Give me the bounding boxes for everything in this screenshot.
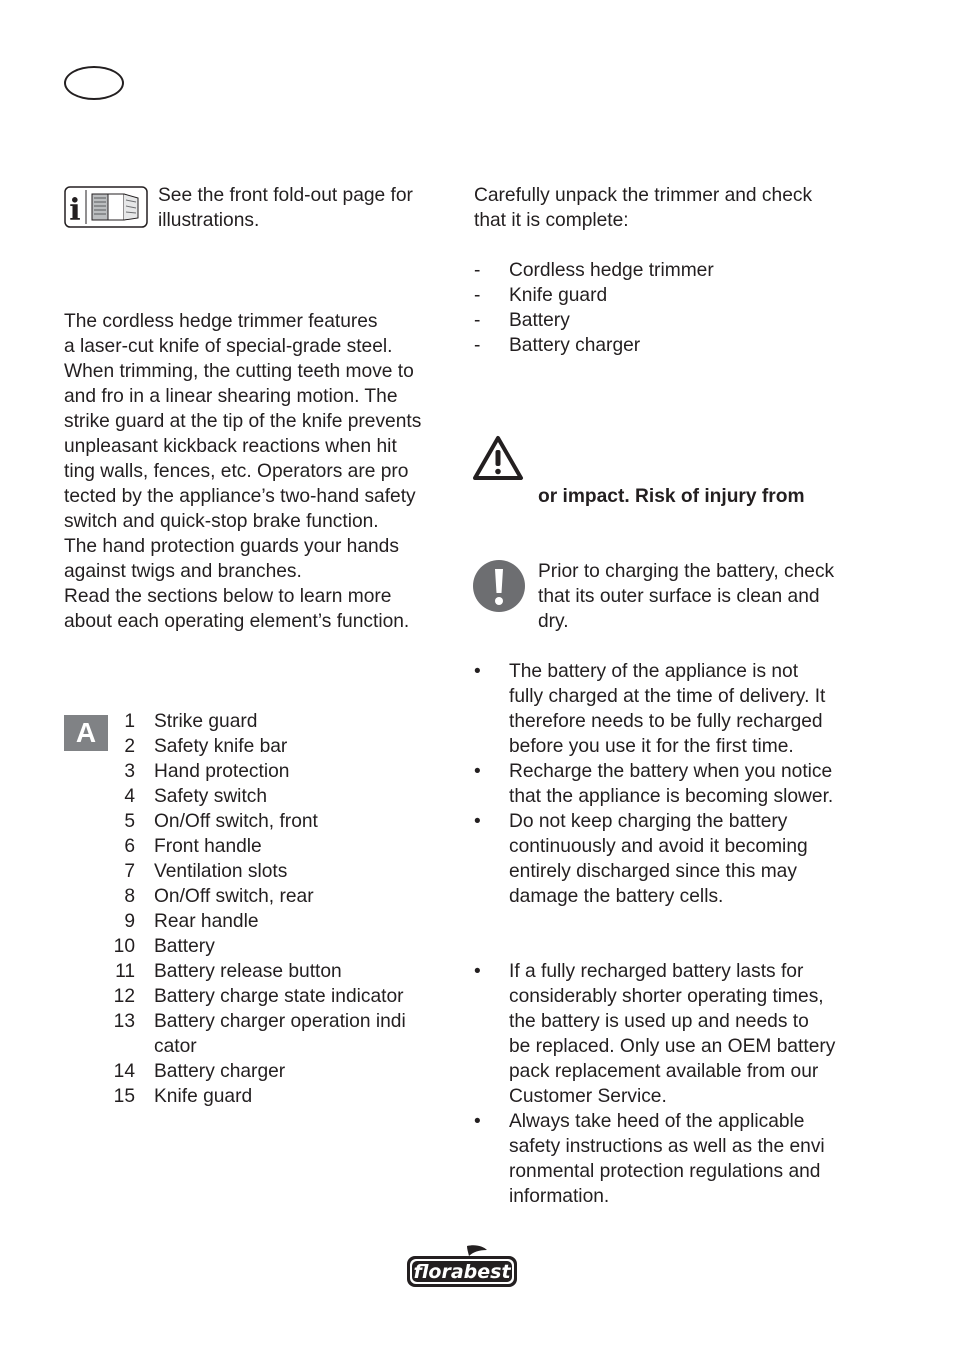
description-line: a laser-cut knife of special-grade steel. (64, 336, 393, 357)
part-label: Battery charger (154, 1061, 286, 1082)
contents-list (474, 258, 874, 358)
part-number: 14 (113, 1061, 135, 1082)
svg-text:i: i (69, 193, 81, 228)
contents-item-label: Battery (509, 310, 570, 331)
language-indicator-oval (64, 66, 124, 100)
bullet-line: Always take heed of the applicable (509, 1111, 805, 1132)
unpack-intro-line: Carefully unpack the trimmer and check (474, 185, 813, 206)
figure-a-badge: A (64, 715, 108, 751)
part-number: 8 (124, 886, 135, 907)
parts-list-item (64, 709, 444, 734)
contents-item-label: Knife guard (509, 285, 608, 306)
part-label: Battery charger operation indi (154, 1011, 406, 1032)
charging-bullets (474, 659, 894, 909)
description-line: The cordless hedge trimmer features (64, 311, 378, 332)
parts-list-item (64, 734, 444, 759)
description-line: The hand protection guards your hands (64, 536, 399, 557)
list-dash: - (474, 310, 481, 331)
part-label: Battery charge state indicator (154, 986, 404, 1007)
parts-list-item (64, 859, 444, 884)
description-line: When trimming, the cutting teeth move to (64, 361, 414, 382)
parts-list-item (64, 934, 444, 959)
part-number: 10 (113, 936, 135, 957)
bullet-line: the battery is used up and needs to (509, 1011, 809, 1032)
part-number: 7 (124, 861, 135, 882)
part-number: 13 (113, 1011, 135, 1032)
part-label: Battery (154, 936, 215, 957)
bullet-line: Recharge the battery when you notice (509, 761, 833, 782)
unpack-intro (474, 183, 812, 233)
parts-list-item (64, 809, 444, 834)
part-number: 5 (124, 811, 135, 832)
part-number: 4 (124, 786, 135, 807)
bullet-line: ronmental protection regulations and (509, 1161, 821, 1182)
part-number: 6 (124, 836, 135, 857)
contents-list-item (474, 308, 874, 333)
parts-list-item (64, 884, 444, 909)
note-line: dry. (538, 611, 569, 632)
contents-item-label: Cordless hedge trimmer (509, 260, 714, 281)
bullet-line: be replaced. Only use an OEM battery (509, 1036, 836, 1057)
list-dash: - (474, 285, 481, 306)
description-line: Read the sections below to learn more (64, 586, 392, 607)
parts-list-item (64, 984, 444, 1009)
part-label: Safety switch (154, 786, 268, 807)
part-label: cator (154, 1036, 197, 1057)
part-number: 9 (124, 911, 135, 932)
part-label: Strike guard (154, 711, 258, 732)
bullet-line: The battery of the appliance is not (509, 661, 799, 682)
part-label: On/Off switch, front (154, 811, 318, 832)
contents-list-item (474, 258, 874, 283)
parts-list-item (64, 909, 444, 934)
part-label: Ventilation slots (154, 861, 288, 882)
bullet-line: considerably shorter operating times, (509, 986, 824, 1007)
bullet-line: therefore needs to be fully recharged (509, 711, 823, 732)
bullet-item (474, 659, 894, 759)
description-line: ting walls, fences, etc. Operators are pro (64, 461, 409, 482)
bullet-line: pack replacement available from our (509, 1061, 819, 1082)
bullet-symbol: • (474, 1111, 481, 1132)
info-note-line: illustrations. (158, 210, 260, 231)
bullet-line: safety instructions as well as the envi (509, 1136, 825, 1157)
parts-list-item (64, 1084, 444, 1109)
bullet-line: that the appliance is becoming slower. (509, 786, 834, 807)
parts-list-item (64, 834, 444, 859)
bullet-line: continuously and avoid it becoming (509, 836, 808, 857)
bullet-symbol: • (474, 761, 481, 782)
info-note (158, 183, 413, 233)
parts-list-item (64, 784, 444, 809)
description-paragraph (64, 309, 421, 634)
parts-list-item (64, 1034, 444, 1059)
bullet-line: Do not keep charging the battery (509, 811, 788, 832)
contents-item-label: Battery charger (509, 335, 641, 356)
part-number: 12 (113, 986, 135, 1007)
bullet-line: entirely discharged since this may (509, 861, 797, 882)
part-number: 2 (124, 736, 135, 757)
description-line: strike guard at the tip of the knife prevents (64, 411, 422, 432)
part-label: Rear handle (154, 911, 259, 932)
part-number: 3 (124, 761, 135, 782)
bullet-symbol: • (474, 961, 481, 982)
note-line: that its outer surface is clean and (538, 586, 820, 607)
warning-text: or impact. Risk of injury from (538, 486, 805, 507)
bullet-symbol: • (474, 811, 481, 832)
unpack-intro-line: that it is complete: (474, 210, 629, 231)
parts-list (64, 709, 444, 1109)
part-number: 1 (124, 711, 135, 732)
part-label: Hand protection (154, 761, 290, 782)
bullet-line: fully charged at the time of delivery. It (509, 686, 826, 707)
bullet-line: information. (509, 1186, 610, 1207)
part-label: On/Off switch, rear (154, 886, 314, 907)
parts-list-item (64, 959, 444, 984)
info-foldout-icon (64, 186, 148, 228)
list-dash: - (474, 260, 481, 281)
description-line: switch and quick-stop brake function. (64, 511, 379, 532)
bullet-line: If a fully recharged battery lasts for (509, 961, 804, 982)
contents-list-item (474, 333, 874, 358)
info-note-line: See the front fold-out page for (158, 185, 413, 206)
contents-list-item (474, 283, 874, 308)
warning-triangle-icon (472, 434, 524, 482)
exclamation-circle-icon (472, 559, 526, 613)
battery-check-note (538, 559, 834, 634)
bullet-line: before you use it for the first time. (509, 736, 794, 757)
bullet-line: Customer Service. (509, 1086, 667, 1107)
description-line: about each operating element’s function. (64, 611, 410, 632)
part-label: Knife guard (154, 1086, 253, 1107)
bullet-item (474, 959, 894, 1109)
part-label: Battery release button (154, 961, 342, 982)
list-dash: - (474, 335, 481, 356)
description-line: and fro in a linear shearing motion. The (64, 386, 398, 407)
bullet-symbol: • (474, 661, 481, 682)
description-line: unpleasant kickback reactions when hit (64, 436, 397, 457)
part-number: 11 (115, 961, 135, 982)
description-line: tected by the appliance’s two-hand safety (64, 486, 416, 507)
parts-list-item (64, 1009, 444, 1034)
replacement-bullets (474, 959, 894, 1209)
bullet-line: damage the battery cells. (509, 886, 724, 907)
part-label: Safety knife bar (154, 736, 288, 757)
bullet-item (474, 1109, 894, 1209)
logo-wordmark: florabest (413, 1261, 511, 1283)
bullet-item (474, 759, 894, 809)
part-number: 15 (113, 1086, 135, 1107)
parts-list-item (64, 759, 444, 784)
florabest-logo (405, 1244, 519, 1290)
bullet-item (474, 809, 894, 909)
parts-list-item (64, 1059, 444, 1084)
part-label: Front handle (154, 836, 262, 857)
description-line: against twigs and branches. (64, 561, 302, 582)
note-line: Prior to charging the battery, check (538, 561, 835, 582)
